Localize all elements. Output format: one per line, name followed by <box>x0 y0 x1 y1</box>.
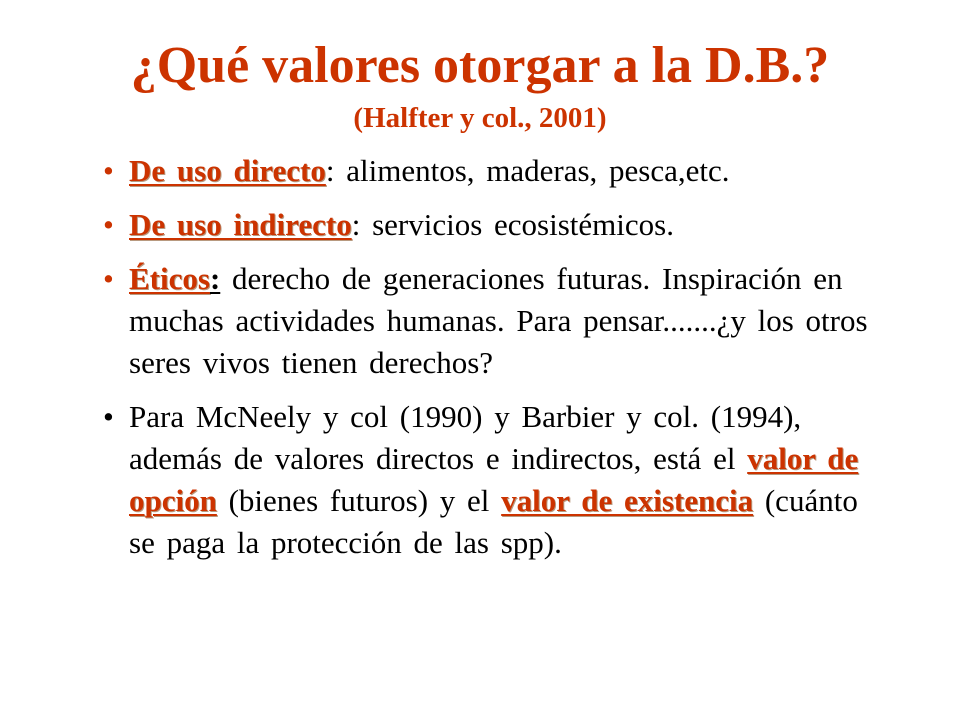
bullet-text: Para McNeely y col (1990) y Barbier y col. (1994), además de valores directos e indirectos, está el <box>129 399 802 476</box>
bullet-text: (bienes futuros) y el <box>216 483 502 518</box>
bullet-text: alimentos, maderas, pesca,etc. <box>334 153 730 188</box>
colon: : <box>325 153 335 188</box>
bullet-text: derecho de generaciones futuras. Inspiración en muchas actividades humanas. Para pensar.......¿y los otros seres vivos tienen derechos? <box>129 261 868 380</box>
bullet-list <box>103 150 893 564</box>
term-option-value: valor de opción <box>129 441 859 518</box>
title-main: ¿Qué valores otorgar a la D.B.? <box>130 37 830 94</box>
bullet-item-option-existence <box>103 396 893 564</box>
term-indirect-use: De uso indirecto <box>129 207 352 242</box>
colon: : <box>209 261 221 296</box>
term-direct-use: De uso directo <box>129 153 326 188</box>
bullet-icon: • <box>103 261 114 296</box>
bullet-icon: • <box>103 153 114 188</box>
term-ethical: Éticos <box>129 261 210 296</box>
bullet-item-indirect-use <box>103 204 893 246</box>
bullet-item-ethical <box>103 258 893 384</box>
term-existence-value: valor de existencia <box>501 483 754 518</box>
bullet-text: servicios ecosistémicos. <box>360 207 674 242</box>
bullet-item-direct-use <box>103 150 893 192</box>
colon: : <box>351 207 361 242</box>
slide-title <box>0 36 960 138</box>
bullet-icon: • <box>103 399 114 434</box>
bullet-icon: • <box>103 207 114 242</box>
title-citation: (Halfter y col., 2001) <box>353 102 607 134</box>
bullet-text: (cuánto se paga la protección de las spp). <box>129 483 858 560</box>
